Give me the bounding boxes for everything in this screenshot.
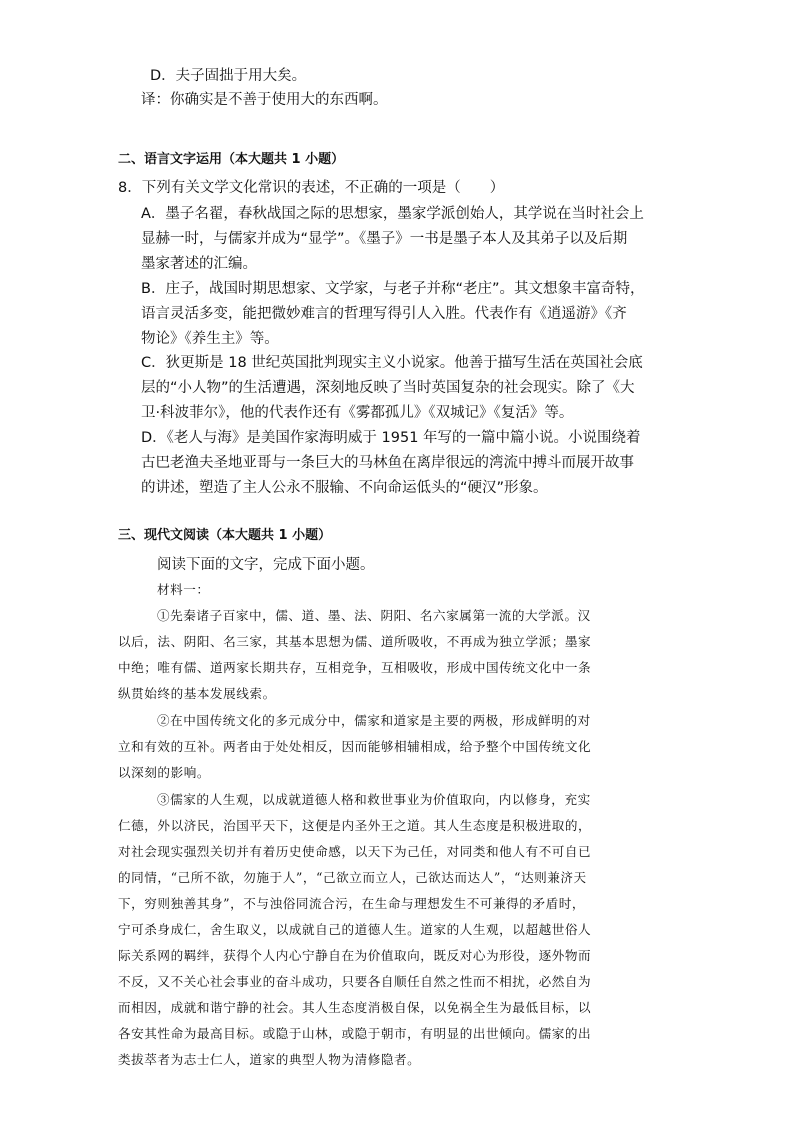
option-a-line-3: 墨家著述的汇编。 [141, 256, 257, 272]
paragraph-1-line-3: 中绝；唯有儒、道两家长期共存，互相竞争，互相吸收，形成中国传统文化中一条 [118, 660, 592, 675]
paragraph-3-line-11: 类拔萃者为志士仁人，道家的典型人物为清修隐者。 [118, 1052, 421, 1067]
paragraph-3-line-10: 各安其性命为最高目标。或隐于山林，或隐于朝市，有明显的出世倾向。儒家的出 [118, 1026, 592, 1041]
option-c-line-2: 层的“小人物”的生活遭遇，深刻地反映了当时英国复杂的社会现实。除了《大 [141, 380, 635, 396]
reading-instruction: 阅读下面的文字，完成下面小题。 [157, 557, 375, 573]
paragraph-3-line-3: 对社会现实强烈关切并有着历史使命感，以天下为己任，对同类和他人有不可自已 [118, 844, 592, 859]
paragraph-3-line-1: ③儒家的人生观，以成就道德人格和救世事业为价值取向，内以修身，充实 [157, 792, 591, 807]
paragraph-1-line-1: ①先秦诸子百家中，儒、道、墨、法、阴阳、名六家属第一流的大学派。汉 [157, 608, 591, 623]
paragraph-3-line-5: 下，穷则独善其身”，不与浊俗同流合污，在生命与理想发生不可兼得的矛盾时， [118, 896, 586, 911]
paragraph-3-line-6: 宁可杀身成仁，舍生取义，以成就自己的道德人生。道家的人生观，以超越世俗人 [118, 922, 592, 937]
paragraph-1-line-4: 纵贯始终的基本发展线索。 [118, 686, 276, 701]
option-b-line-2: 语言灵活多变，能把微妙难言的哲理写得引人入胜。代表作有《逍遥游》《齐 [141, 306, 627, 322]
paragraph-3-line-8: 不反，又不关心社会事业的奋斗成功，只要各自顺任自然之性而不相扰，必然自为 [118, 974, 592, 989]
paragraph-3-line-7: 际关系网的羁绊，获得个人内心宁静自在为价值取向，既反对心为形役，逐外物而 [118, 948, 592, 963]
option-d-line-1: D．《老人与海》是美国作家海明威于 1951 年写的一篇中篇小说。小说围绕着 [141, 430, 641, 446]
paragraph-3-line-2: 仁德，外以济民，治国平天下，这便是内圣外王之道。其人生态度是积极进取的， [118, 818, 592, 833]
paragraph-3-line-4: 的同情，“己所不欲，勿施于人”，“己欲立而立人，己欲达而达人”，“达则兼济天 [118, 870, 587, 885]
option-a-line-2: 显赫一时，与儒家并成为“显学”。《墨子》一书是墨子本人及其弟子以及后期 [141, 231, 628, 247]
option-b-line-3: 物论》《养生主》等。 [141, 331, 279, 347]
paragraph-3-line-9: 而相因，成就和谐宁静的社会。其人生态度消极自保，以免祸全生为最低目标，以 [118, 1000, 592, 1015]
option-d-line-2: 古巴老渔夫圣地亚哥与一条巨大的马林鱼在离岸很远的湾流中搏斗而展开故事 [141, 455, 634, 471]
section2-heading: 二、语言文字运用（本大题共 1 小题） [118, 152, 345, 167]
paragraph-2-line-1: ②在中国传统文化的多元成分中，儒家和道家是主要的两极，形成鲜明的对 [157, 713, 591, 728]
question-8-stem: 8．下列有关文学文化常识的表述，不正确的一项是（ ） [118, 180, 505, 196]
paragraph-2-line-2: 立和有效的互补。两者由于处处相反，因而能够相辅相成，给予整个中国传统文化 [118, 739, 592, 754]
option-a-line-1: A．墨子名翟，春秋战国之际的思想家，墨家学派创始人，其学说在当时社会上 [141, 206, 644, 222]
section3-heading: 三、现代文阅读（本大题共 1 小题） [118, 528, 332, 543]
paragraph-1-line-2: 以后，法、阴阳、名三家，其基本思想为儒、道所吸收，不再成为独立学派；墨家 [118, 634, 592, 649]
material-label: 材料一： [157, 582, 210, 597]
option-d-text: D．夫子固拙于用大矣。 [150, 68, 307, 84]
option-d-line-3: 的讲述，塑造了主人公永不服输、不向命运低头的“硬汉”形象。 [141, 480, 548, 496]
option-c-line-1: C．狄更斯是 18 世纪英国批判现实主义小说家。他善于描写生活在英国社会底 [141, 355, 643, 371]
translation-text: 译：你确实是不善于使用大的东西啊。 [141, 92, 388, 108]
option-b-line-1: B．庄子，战国时期思想家、文学家，与老子并称“老庄”。其文想象丰富奇特， [141, 281, 645, 297]
option-c-line-3: 卫·科波菲尔》，他的代表作还有《雾都孤儿》《双城记》《复活》等。 [141, 405, 574, 421]
paragraph-2-line-3: 以深刻的影响。 [118, 765, 211, 780]
